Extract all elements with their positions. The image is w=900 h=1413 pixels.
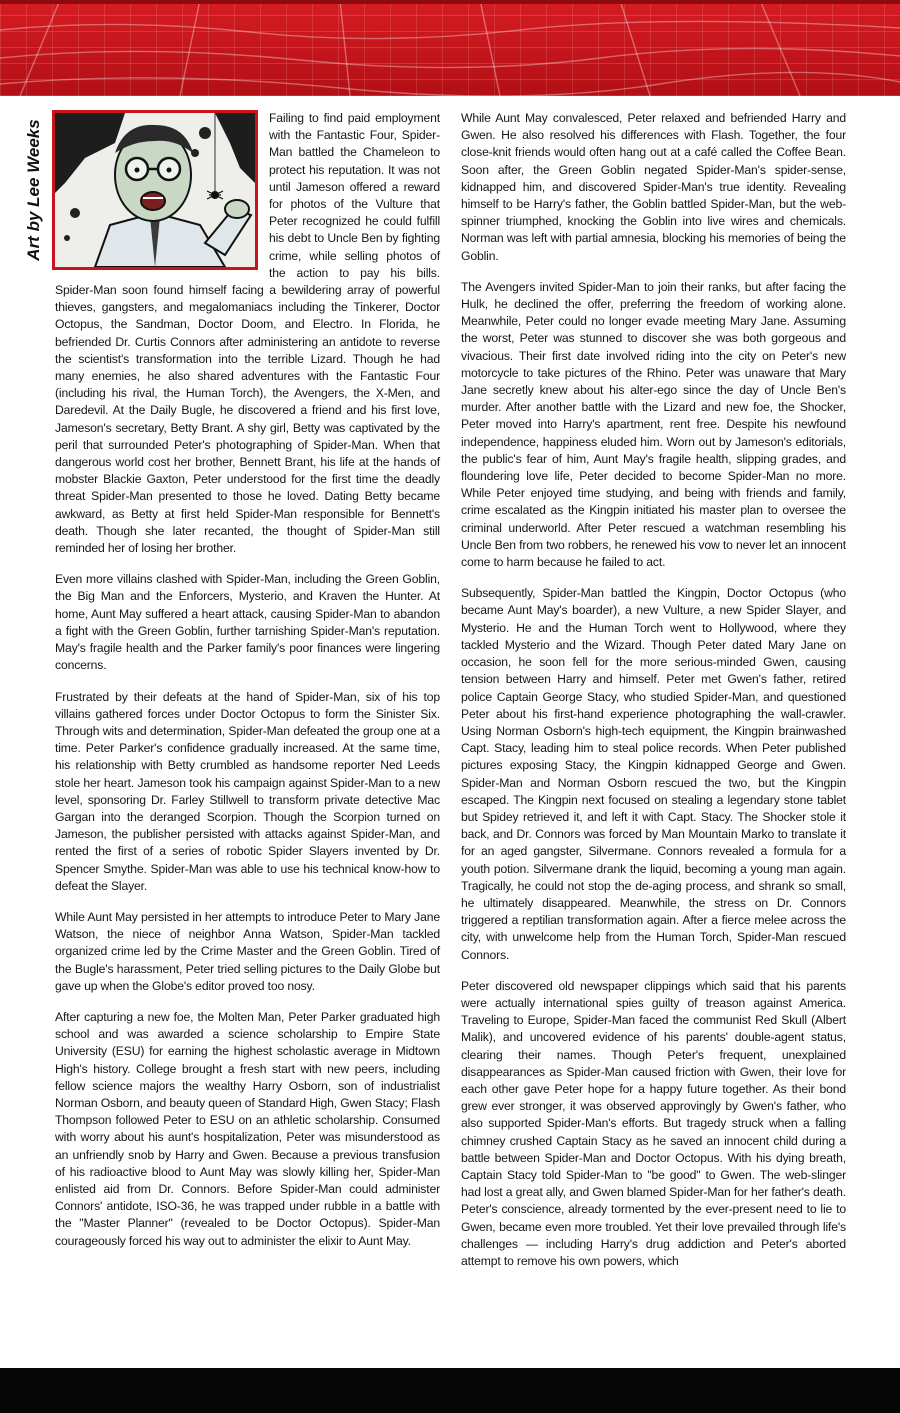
footer-band [0, 1368, 900, 1413]
paragraph: The Avengers invited Spider-Man to join their ranks, but after facing the Hulk, he declined the offer, preferring the freedom of working alone. Meanwhile, Peter could no longer evade meeting Mary Jane. Assuming the worst, Peter was stunned to discover she was both gorgeous and vivacious. Their first date involved riding into the city on Peter's new motorcycle to take pictures of the Rhino. Peter was unaware that Mary Jane secretly knew about his alter-ego since the day of Uncle Ben's murder. After another battle with the Lizard and new foe, the Shocker, Peter moved into Harry's apartment, rent free. Despite his newfound independence, happiness eluded him. Worn out by Jameson's editorials, the public's fear of him, Aunt May's fragile health, slipping grades, and floundering love life, Peter decided to become Spider-Man no more. While Peter enjoyed time studying, and being with friends and family, crime escalated as the Kingpin initiated his master plan to oversee the criminal underworld. After Peter rescued a watchman resembling his Uncle Ben from two robbers, he renewed his vow to never let an innocent come to harm because he failed to act. [461, 279, 846, 570]
right-column [461, 110, 846, 1284]
paragraph: Even more villains clashed with Spider-Man, including the Green Goblin, the Big Man and the Enforcers, Mysterio, and Kraven the Hunter. At home, Aunt May suffered a heart attack, causing Spider-Man to abandon a fight with the Green Goblin, further tarnishing Spider-Man's reputation. May's fragile health and the Parker family's poor finances were lingering concerns. [55, 572, 440, 673]
left-column [55, 110, 440, 1264]
paragraph: Frustrated by their defeats at the hand of Spider-Man, six of his top villains gathered forces under Doctor Octopus to form the Sinister Six. Through wits and determination, Spider-Man defeated the group one at a time. Peter Parker's confidence gradually increased. At the same time, his relationship with Betty crumbled as handsome reporter Ned Leeds stole her heart. Jameson took his campaign against Spider-Man to a new level, sponsoring Dr. Farley Stillwell to transform private detective Mac Gargan into the deranged Scorpion. Though the Scorpion turned on Jameson, the publisher persisted with attacks against Spider-Man, and rented the first of a series of robotic Spider Slayers invented by Dr. Spencer Smythe. Spider-Man was able to use his technical know-how to defeat the Slayer. [55, 689, 440, 893]
paragraph: Failing to find paid employment with the Fantastic Four, Spider-Man battled the Chameleon to protect his reputation. It was not until Jameson offered a reward for photos of the Vulture that Peter recognized he could fulfill his debt to Uncle Ben by fighting crime, while selling photos of the action to pay his bills. Spider-Man soon found himself facing a bewildering array of powerful thieves, gangsters, and megalomaniacs including the Tinkerer, Doctor Octopus, the Sandman, Doctor Doom, and Electro. In Florida, he befriended Dr. Curtis Connors after administering an antidote to reverse the scientist's transformation into the terrible Lizard. Though he had many enemies, he also shared adventures with the Fantastic Four (including his rival, the Human Torch), the Avengers, the X-Men, and Daredevil. At the Daily Bugle, he discovered a friend and his first love, Jameson's secretary, Betty Brant. A shy girl, Betty was captivated by the peril that surrounded Peter's photographing of Spider-Man. When that dangerous world cost her brother, Bennett Brant, his life at the hands of mobster Blackie Gaxton, Peter understood for the first time the deadly threat Spider-Man presented to those he loved. Dating Betty became awkward, as Betty at first held Spider-Man responsible for Bennett's death. Though she later recanted, the thought of Spider-Man still reminded her of losing her brother. [55, 111, 440, 556]
paragraph: Peter discovered old newspaper clippings which said that his parents were actually international spies guilty of treason against America. Traveling to Europe, Spider-Man faced the communist Red Skull (Albert Malik), and uncovered evidence of his parents' double-agent status, clearing their names. Though Peter's frequent, unexplained disappearances as Spider-Man caused friction with Gwen, their love for each other gave Peter hope for a happy future together. As their bond grew ever stronger, it was observed approvingly by Gwen's father, who also supported Spider-Man's efforts. But tragedy struck when a falling chimney crushed Captain Stacy as he saved an innocent child during a battle between Spider-Man and Doctor Octopus. With his dying breath, Captain Stacy told Spider-Man to "be good" to Gwen. The web-slinger had lost a great ally, and Gwen blamed Spider-Man for her father's death. Peter's conscience, already tormented by the ever-present need to lie to Gwen, became even more troubled. Yet their love prevailed through life's challenges — including Harry's drug addiction and Peter's aborted attempt to remove his own powers, which [461, 978, 846, 1268]
paragraph: Subsequently, Spider-Man battled the Kingpin, Doctor Octopus (who became Aunt May's boarder), a new Vulture, a new Spider Slayer, and Mysterio. He and the Human Torch went to Hollywood, where they tackled Mysterio and the Wizard. Though Peter dated Mary Jane on occasion, he soon fell for the more serious-minded Gwen, causing tension between Harry and himself. Peter met Gwen's father, retired police Captain George Stacy, who studied Spider-Man, and questioned Peter about his first-hand experience photographing the wall-crawler. Using Norman Osborn's high-tech equipment, the Kingpin brainwashed Capt. Stacy, leading him to steal police records. When Peter published pictures exposing Stacy, the Kingpin kidnapped George and Gwen. Spider-Man and Norman Osborn rescued the two, but the Kingpin escaped. The Kingpin next focused on stealing a legendary stone tablet but Spidey retrieved it, and left it with Capt. Stacy. The Shocker stole it back, and Dr. Connors was forced by Man Mountain Marko to translate it for an aged gangster, Silvermane. Connors revealed a formula for a youth potion. Silvermane drank the liquid, becoming a young man again. Tragically, he could not stop the de-aging process, and shrank so small, he ultimately disappeared. Meanwhile, the stress on Dr. Connors triggered a reptilian transformation again. After a fierce melee across the city, with unwelcome help from the Human Torch, Spider-Man rescued Connors. [461, 586, 846, 962]
paragraph: While Aunt May convalesced, Peter relaxed and befriended Harry and Gwen. He also resolved his differences with Flash. Together, the four close-knit friends would often hang out at a café called the Coffee Bean. Soon after, the Green Goblin negated Spider-Man's spider-sense, kidnapped him, and discovered Spider-Man's true identity. Revealing himself to be Harry's father, the Goblin battled Spider-Man, but the web-spinner triumphed, knocking the Goblin into live wires and chemicals. Norman was left with partial amnesia, blocking his memories of being the Goblin. [461, 111, 846, 263]
art-credit: Art by Lee Weeks [24, 119, 43, 261]
paragraph: After capturing a new foe, the Molten Man, Peter Parker graduated high school and was awarded a science scholarship to Empire State University (ESU) for earning the highest scholastic average in Midtown High's history. College brought a fresh start with new peers, including fellow science majors the wealthy Harry Osborn, son of industrialist Norman Osborn, and beauty queen of Standard High, Gwen Stacy; Flash Thompson followed Peter to ESU on an athletic scholarship. Consumed with worry about his aunt's hospitalization, Peter was misunderstood as an unfriendly snob by Harry and Gwen. Because a previous transfusion of his radioactive blood to Aunt May was slowly killing her, Spider-Man enlisted aid from Dr. Connors. Before Spider-Man could administer Connors' antidote, ISO-36, he was trapped under rubble in a battle with the "Master Planner" (revealed to be Doctor Octopus). Spider-Man courageously forced his way out to administer the elixir to Aunt May. [55, 1009, 440, 1248]
paragraph: While Aunt May persisted in her attempts to introduce Peter to Mary Jane Watson, the niece of neighbor Anna Watson, Spider-Man tackled organized crime led by the Crime Master and the Green Goblin. Tired of the Bugle's harassment, Peter tried selling pictures to the Daily Globe but gave up when the Globe's editor proved too nosy. [55, 909, 440, 993]
illustration-float-space [55, 110, 269, 274]
header-band [0, 0, 900, 96]
spider-web-icon [0, 0, 900, 96]
